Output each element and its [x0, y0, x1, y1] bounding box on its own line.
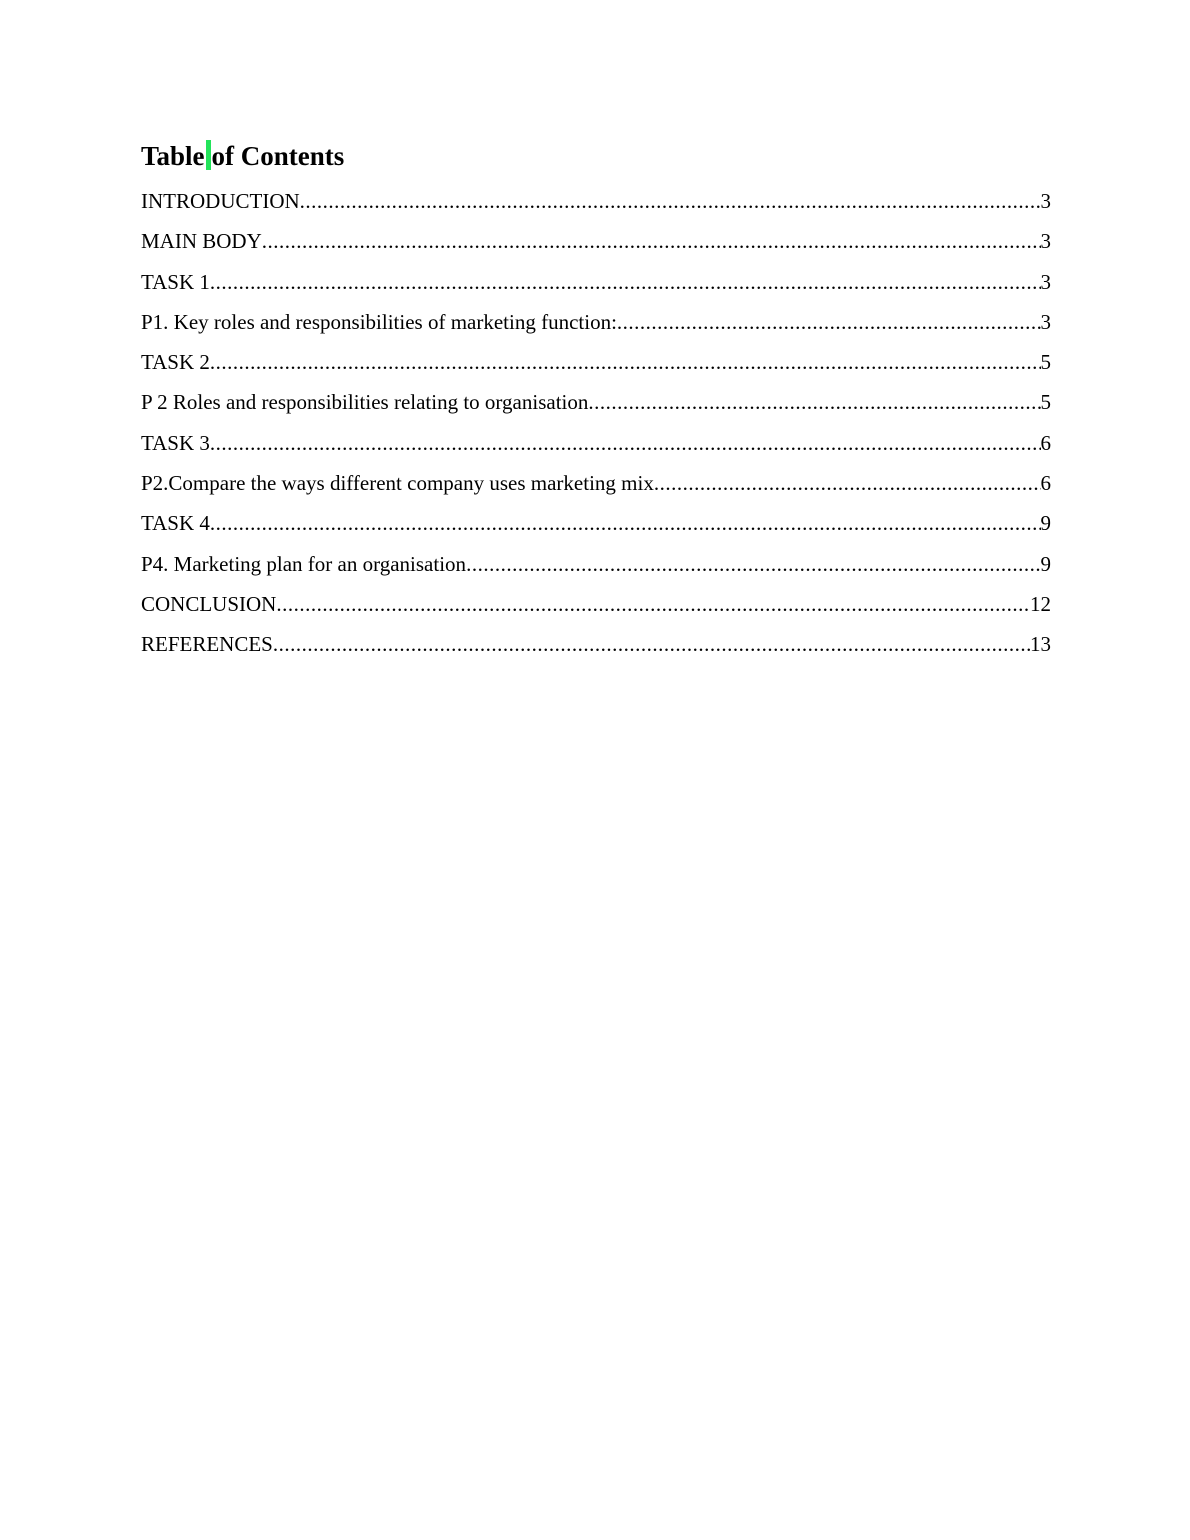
toc-heading	[141, 138, 1051, 174]
text-cursor-highlight	[206, 140, 211, 170]
dot-leader	[654, 463, 1041, 503]
toc-entry-page: 3	[1040, 269, 1051, 294]
dot-leader	[273, 624, 1030, 664]
toc-entry-label: P4. Marketing plan for an organisation	[141, 551, 467, 576]
toc-entry-page: 3	[1040, 189, 1051, 213]
dot-leader	[210, 423, 1041, 463]
toc-entry-page: 3	[1040, 229, 1051, 254]
toc-entry-label: P 2 Roles and responsibilities relating to organisation	[141, 390, 589, 415]
toc-entry-page: 3	[1040, 309, 1051, 334]
toc-entry-label: TASK 4	[141, 511, 210, 536]
toc-entry-page: 9	[1040, 551, 1051, 576]
toc-entry-page: 5	[1040, 390, 1051, 415]
toc-entry-page: 12	[1030, 591, 1051, 616]
dot-leader	[210, 262, 1041, 302]
toc-entry-page: 6	[1040, 471, 1051, 496]
toc-heading-rest: of Contents	[211, 141, 345, 171]
toc-entry-page: 9	[1040, 511, 1051, 536]
toc-heading-word-table: Table	[141, 141, 205, 171]
dot-leader	[466, 544, 1040, 584]
toc-entry-label: MAIN BODY	[141, 229, 262, 254]
toc-entry-p1-key-roles[interactable]	[141, 302, 1051, 342]
dot-leader	[210, 503, 1041, 543]
toc-entry-label: TASK 3	[141, 430, 210, 455]
toc-entry-label: REFERENCES	[141, 632, 273, 657]
toc-entry-task-2[interactable]	[141, 342, 1051, 382]
toc-entry-label: TASK 2	[141, 350, 210, 375]
toc-entry-page: 5	[1040, 350, 1051, 375]
table-of-contents	[141, 138, 1051, 665]
toc-entry-references[interactable]	[141, 624, 1051, 664]
toc-entry-conclusion[interactable]	[141, 584, 1051, 624]
toc-entry-task-1[interactable]	[141, 262, 1051, 302]
toc-entry-label: P2.Compare the ways different company uses marketing mix	[141, 471, 654, 496]
toc-entry-p2-roles-organisation[interactable]	[141, 382, 1051, 422]
toc-entry-main-body[interactable]	[141, 221, 1051, 261]
dot-leader	[617, 302, 1041, 342]
toc-entry-label: TASK 1	[141, 269, 210, 294]
toc-entry-p2-marketing-mix[interactable]	[141, 463, 1051, 503]
dot-leader	[210, 342, 1041, 382]
toc-entry-label: P1. Key roles and responsibilities of marketing function:	[141, 309, 617, 334]
dot-leader	[588, 382, 1040, 422]
toc-entry-page: 6	[1040, 430, 1051, 455]
dot-leader	[300, 181, 1041, 221]
toc-entry-task-4[interactable]	[141, 503, 1051, 543]
toc-list	[141, 181, 1051, 665]
toc-entry-label: CONCLUSION	[141, 591, 277, 616]
toc-entry-label: INTRODUCTION	[141, 189, 300, 213]
toc-entry-task-3[interactable]	[141, 423, 1051, 463]
toc-entry-introduction[interactable]	[141, 181, 1051, 221]
dot-leader	[262, 221, 1041, 261]
toc-entry-page: 13	[1030, 632, 1051, 657]
toc-entry-p4-marketing-plan[interactable]	[141, 544, 1051, 584]
dot-leader	[276, 584, 1030, 624]
